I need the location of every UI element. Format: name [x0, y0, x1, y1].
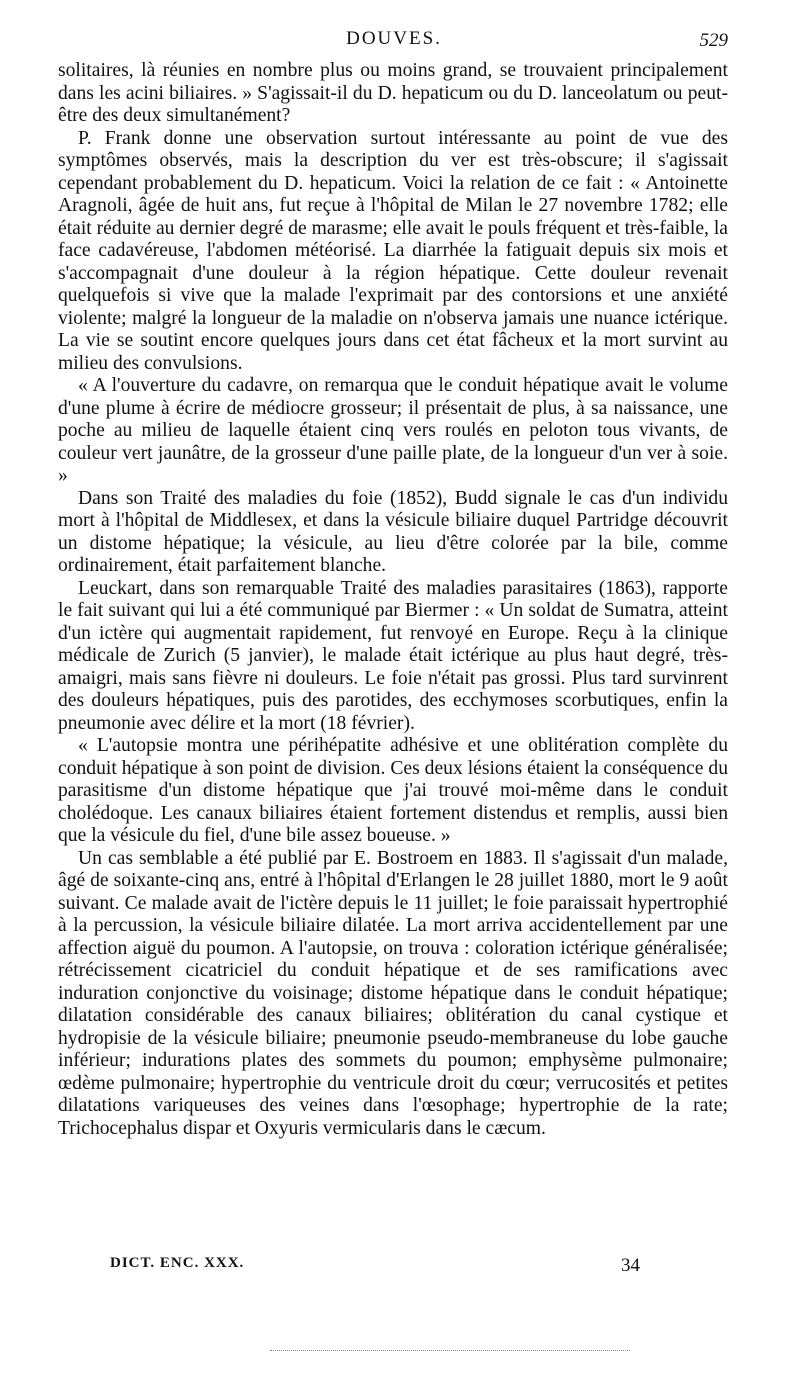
paragraph-7: Un cas semblable a été publié par E. Bostroem en 1883. Il s'agissait d'un malade, âgé de soixante-cinq ans, entré à l'hôpital d'Erlangen le 28 juillet 1880, mort le 9 août suivant. Ce malade avait de l'ictère depuis le 11 juillet; le foie paraissait hypertrophié à la percussion, la vésicule biliaire dilatée. La mort arriva accidentellement par une affection aiguë du poumon. A l'autopsie, on trouva : coloration ictérique généralisée; rétrécissement cicatriciel du conduit hépatique et de ses ramifications avec induration conjonctive du voisinage; distome hépatique dans le conduit hépatique; dilatation considérable des canaux biliaires; oblitération du canal cystique et hydropisie de la vésicule biliaire; pneumonie pseudo-membraneuse du lobe gauche inférieur; indurations plates des sommets du poumon; emphysème pulmonaire; œdème pulmonaire; hypertrophie du ventricule droit du cœur; verrucosités et petites dilatations variqueuses des veines dans l'œsophage; hypertrophie de la rate; Trichocephalus dispar et Oxyuris vermicularis dans le cæcum. — [58, 847, 728, 1139]
paragraph-1: solitaires, là réunies en nombre plus ou moins grand, se trouvaient principalement dans les acini biliaires. » S'agissait-il du D. hepaticum ou du D. lanceolatum ou peut-être des deux simultanément? — [58, 60, 728, 126]
body-text — [58, 60, 728, 1140]
running-header — [60, 28, 728, 58]
paragraph-3: « A l'ouverture du cadavre, on remarqua que le conduit hépatique avait le volume d'une plume à écrire de médiocre grosseur; il présentait de plus, à sa naissance, une poche au milieu de laquelle étaient cinq vers roulés en peloton tous vivants, de couleur vert jaunâtre, de la grosseur d'une paille plate, de la longueur d'un ver à soie. » — [58, 375, 728, 486]
paragraph-5: Leuckart, dans son remarquable Traité des maladies parasitaires (1863), rapporte le fait suivant qui lui a été communiqué par Biermer : « Un soldat de Sumatra, atteint d'un ictère qui augmentait rapidement, fut renvoyé en Europe. Reçu à la clinique médicale de Zurich (5 janvier), le malade était ictérique au plus haut degré, très-amaigri, mais sans fièvre ni douleurs. Le foie n'était pas grossi. Plus tard survinrent des douleurs hépatiques, puis des parotides, des ecchymoses scorbutiques, enfin la pneumonie avec délire et la mort (18 février). — [58, 577, 728, 734]
page-number: 529 — [699, 30, 728, 51]
printer-signature: DICT. ENC. XXX. — [110, 1255, 245, 1271]
page-footer — [110, 1255, 640, 1285]
sheet-number: 34 — [621, 1255, 640, 1276]
running-title: DOUVES. — [346, 28, 442, 49]
paragraph-4: Dans son Traité des maladies du foie (1852), Budd signale le cas d'un individu mort à l'hôpital de Middlesex, et dans la vésicule biliaire duquel Partridge découvrit un distome hépatique; la vésicule, au lieu d'être colorée par la bile, comme ordinairement, était parfaitement blanche. — [58, 487, 728, 576]
paragraph-2: P. Frank donne une observation surtout intéressante au point de vue des symptômes observés, mais la description du ver est très-obscure; il s'agissait cependant probablement du D. hepaticum. Voici la relation de ce fait : « Antoinette Aragnoli, âgée de huit ans, fut reçue à l'hôpital de Milan le 27 novembre 1782; elle était réduite au dernier degré de marasme; elle avait le pouls fréquent et très-faible, la face cadavéreuse, l'abdomen météorisé. La diarrhée la fatiguait depuis six mois et s'accompagnait d'une douleur à la région hépatique. Cette douleur revenait quelquefois si vive que la malade l'exprimait par des contorsions et une anxiété violente; malgré la longueur de la maladie on n'observa jamais une nuance ictérique. La vie se soutint encore quelques jours dans cet état fâcheux et la mort survint au milieu des convulsions. — [58, 127, 728, 374]
bottom-dotted-rule — [270, 1350, 630, 1351]
paragraph-6: « L'autopsie montra une périhépatite adhésive et une oblitération complète du conduit hépatique à son point de division. Ces deux lésions étaient la conséquence du parasitisme d'un distome hépatique que j'ai trouvé moi-même dans le conduit cholédoque. Les canaux biliaires étaient fortement distendus et remplis, aussi bien que la vésicule du fiel, d'une bile assez boueuse. » — [58, 735, 728, 846]
